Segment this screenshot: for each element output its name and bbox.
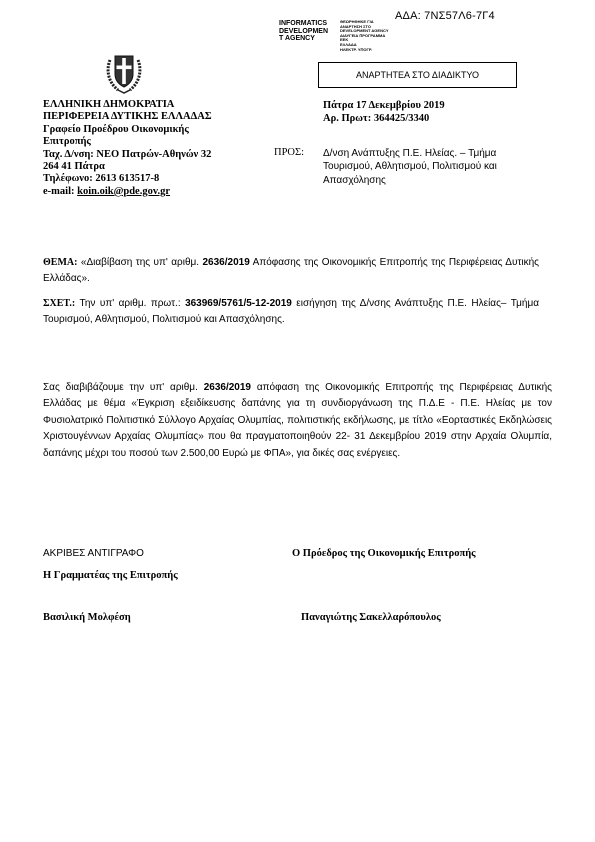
email-label: e-mail: — [43, 185, 78, 197]
reference-label: ΣΧΕΤ.: — [43, 298, 76, 309]
president-title: Ο Πρόεδρος της Οικονομικής Επιτροπής — [292, 548, 476, 559]
post-online-box: ΑΝΑΡΤΗΤΕΑ ΣΤΟ ΔΙΑΔΙΚΤΥΟ — [318, 62, 517, 88]
reference-number: 363969/5761/5-12-2019 — [185, 298, 292, 309]
subject-text-after: Απόφασης της Οικονομικής Επιτροπής της Περιφέρειας Δυτικής Ελλάδας». — [43, 257, 540, 284]
subject-decision-number: 2636/2019 — [202, 257, 250, 268]
stamp-detail-line: ΗΛΕΚΤΡ. ΥΠΟΓΡ. — [340, 47, 373, 52]
greek-coat-of-arms-icon — [104, 50, 144, 94]
subject-label: ΘΕΜΑ: — [43, 257, 78, 268]
stamp-detail-line: DEVELOPMENT AGENCY — [340, 29, 389, 34]
body-text-before: Σας διαβιβάζουμε την υπ' αριθμ. — [43, 382, 204, 393]
email-link[interactable]: koin.oik@pde.gov.gr — [77, 185, 171, 197]
office-name-cont: Επιτροπής — [43, 136, 91, 148]
country-name: ΕΛΛΗΝΙΚΗ ΔΗΜΟΚΡΑΤΙΑ — [43, 99, 175, 110]
postal-address: Ταχ. Δ/νση: ΝΕΟ Πατρών-Αθηνών 32 — [43, 148, 212, 160]
secretary-name: Βασιλική Μολφέση — [43, 612, 131, 623]
postal-code: 264 41 Πάτρα — [43, 161, 105, 173]
document-date: Πάτρα 17 Δεκεμβρίου 2019 — [323, 100, 445, 111]
recipient-label: ΠΡΟΣ: — [274, 147, 305, 158]
stamp-agency-name — [279, 20, 328, 43]
subject-paragraph — [43, 255, 539, 286]
reference-text-before: Την υπ' αριθμ. πρωτ.: — [75, 298, 186, 309]
phone-number: Τηλέφωνο: 2613 613517-8 — [43, 173, 160, 185]
email-line — [43, 186, 273, 198]
office-name: Γραφείο Προέδρου Οικονομικής — [43, 123, 189, 135]
stamp-line: DEVELOPMEN — [279, 27, 329, 35]
stamp-detail-line: ΔΙΑΥΓΕΙΑ ΠΡΟΓΡΑΜΜΑ — [340, 33, 386, 38]
region-name: ΠΕΡΙΦΕΡΕΙΑ ΔΥΤΙΚΗΣ ΕΛΛΑΔΑΣ — [43, 111, 212, 123]
stamp-detail-line: ΕΕΚ — [340, 38, 349, 43]
certified-copy-label: ΑΚΡΙΒΕΣ ΑΝΤΙΓΡΑΦΟ — [43, 548, 144, 559]
body-paragraph — [43, 380, 552, 462]
stamp-details — [340, 20, 410, 52]
president-name: Παναγιώτης Σακελλαρόπουλος — [301, 612, 441, 623]
protocol-number: Αρ. Πρωτ: 364425/3340 — [323, 113, 430, 124]
body-decision-number: 2636/2019 — [203, 382, 251, 393]
stamp-detail-line: ΘΕΩΡΗΘΗΚΕ ΓΙΑ — [340, 20, 374, 24]
body-text-after: απόφαση της Οικονομικής Επιτροπής της Περιφέρειας Δυτικής Ελλάδας με θέμα «Έγκριση εξειδίκευσης δαπάνης για τη συνδιοργάνωση της Π.Δ.Ε - Π.Ε. Ηλείας με τον Φυσιολατρικό Πολιτιστικό Σύλλογο Αρχαίας Ολυμπίας, πολιτιστικής εκδήλωσης, με τίτλο «Εορταστικές Εκδηλώσεις Χριστουγέννων Αρχαίας Ολυμπίας» που θα πραγματοποιηθούν 22- 31 Δεκεμβρίου 2019 στην Αρχαία Ολυμπία, δαπάνης μέχρι του ποσού των 2.500,00 Ευρώ με ΦΠΑ», για δικές σας ενέργειες. — [43, 382, 553, 459]
reference-paragraph — [43, 296, 539, 327]
reference-text-after: εισήγηση της Δ/νσης Ανάπτυξης Π.Ε. Ηλείας– Τμήμα Τουρισμού, Αθλητισμού, Πολιτισμού και Απασχόλησης. — [43, 298, 539, 325]
stamp-detail-line: ΑΝΑΡΤΗΣΗ ΣΤΟ — [340, 24, 371, 29]
secretary-title: Η Γραμματέας της Επιτροπής — [43, 570, 178, 581]
stamp-line: T AGENCY — [279, 35, 315, 43]
document-meta — [323, 99, 445, 125]
stamp-line: INFORMATICS — [279, 20, 328, 27]
stamp-detail-line: ΕΛΛΑΔΑ — [340, 42, 357, 47]
subject-text-before: «Διαβίβαση της υπ' αριθμ. — [77, 257, 203, 268]
recipient-text: Δ/νση Ανάπτυξης Π.Ε. Ηλείας. – Τμήμα Τουρισμού, Αθλητισμού, Πολιτισμού και Απασχόλησης — [323, 148, 497, 186]
ada-code: ΑΔΑ: 7ΝΣ57Λ6-7Γ4 — [395, 10, 495, 22]
sender-header — [43, 99, 273, 198]
